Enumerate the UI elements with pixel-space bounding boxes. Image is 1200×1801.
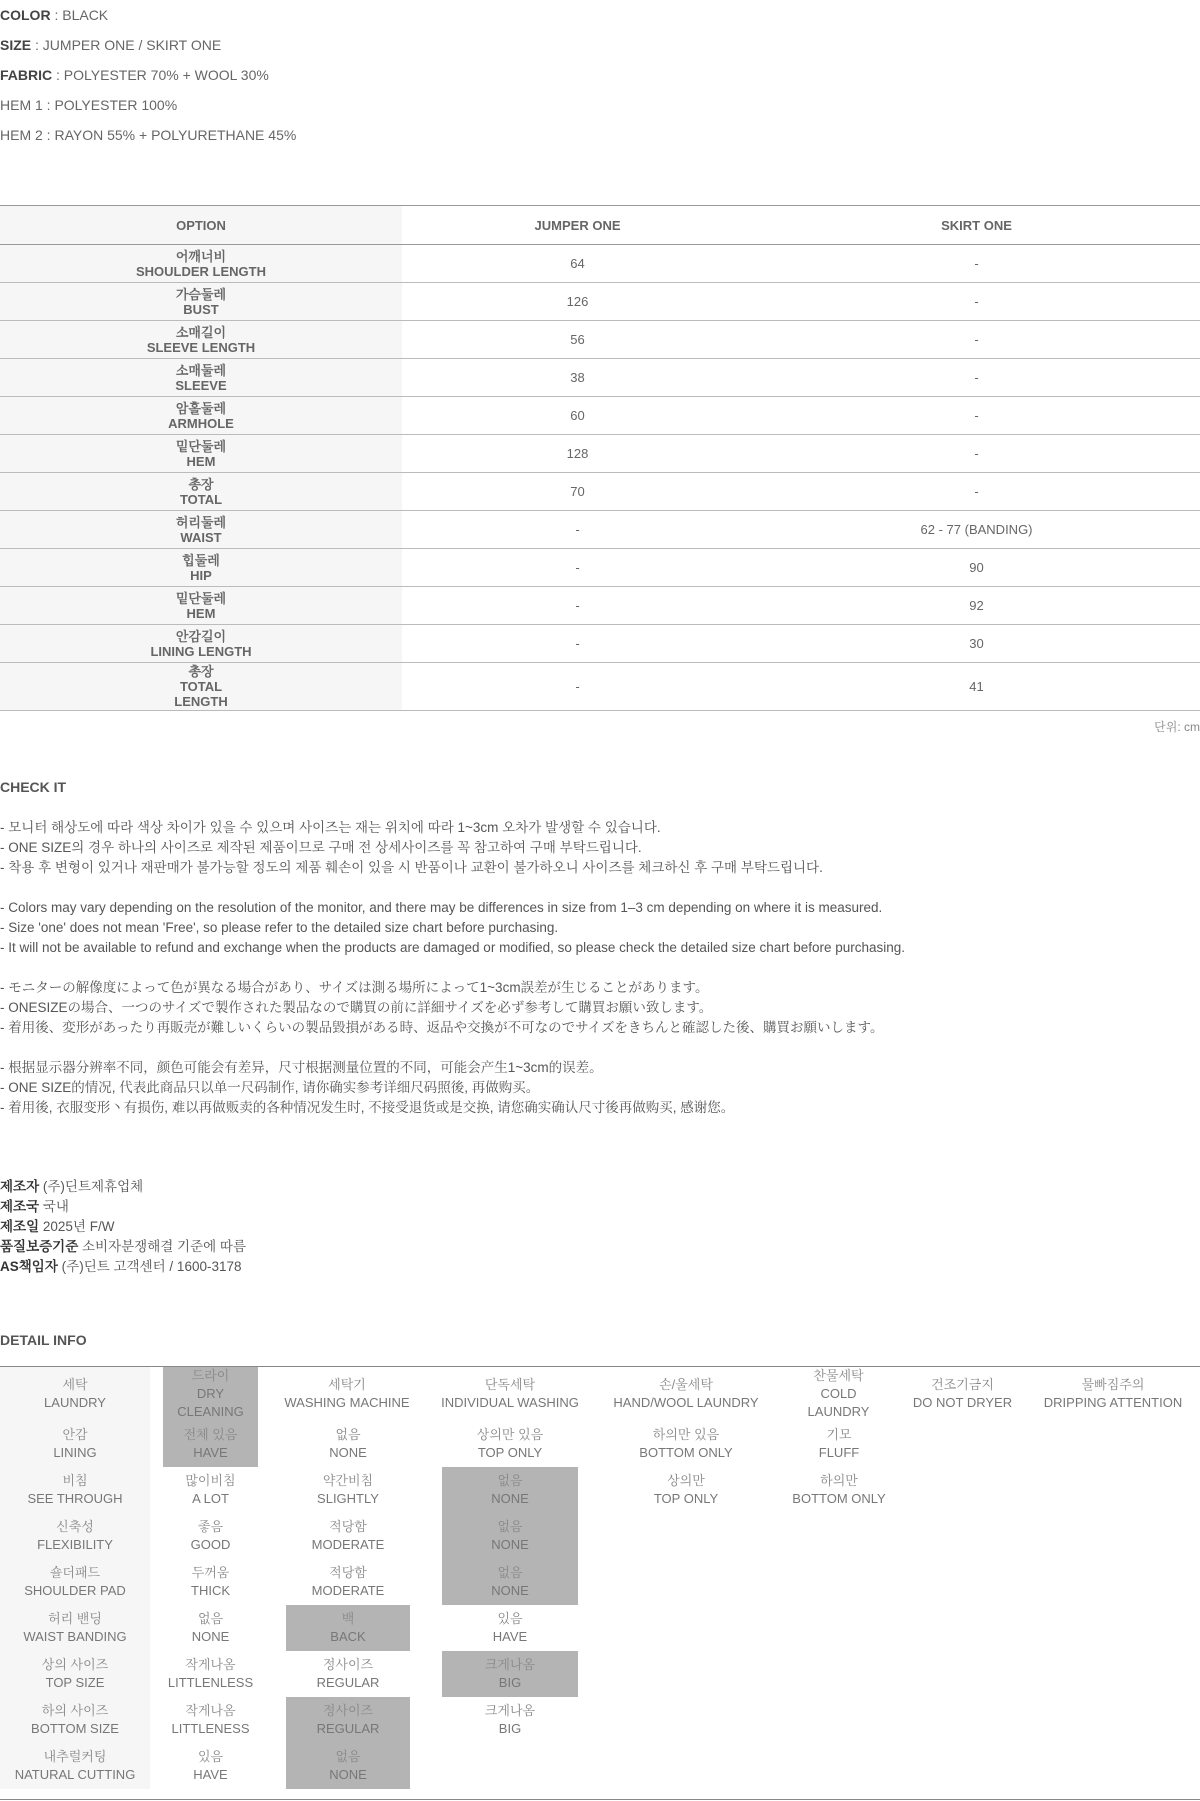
spec-fabric-label: FABRIC	[0, 67, 53, 83]
detail-label-ko: 하의 사이즈	[41, 1703, 109, 1718]
detail-option-selected	[286, 1605, 410, 1651]
size-row	[0, 473, 1200, 511]
size-row-label	[0, 549, 402, 587]
detail-label-en: FLEXIBILITY	[37, 1537, 113, 1552]
detail-label-en: LAUNDRY	[44, 1395, 106, 1410]
size-row	[0, 397, 1200, 435]
detail-row-label	[0, 1743, 150, 1789]
size-jumper-value: 64	[402, 245, 753, 283]
detail-label-ko: 세탁	[62, 1377, 88, 1392]
detail-option	[286, 1421, 410, 1467]
size-row-label	[0, 245, 402, 283]
size-skirt-value: -	[753, 321, 1200, 359]
detail-label-en: SEE THROUGH	[27, 1491, 123, 1506]
detail-label-ko: 허리 밴딩	[48, 1611, 102, 1626]
detail-row	[0, 1421, 1200, 1467]
size-jumper-value: 38	[402, 359, 753, 397]
detail-option-ko: 상의만	[667, 1473, 705, 1488]
maker-value: 국내	[42, 1199, 69, 1214]
size-label-ko: 암홀둘레	[175, 400, 227, 416]
unit-note: 단위: cm	[1154, 720, 1200, 734]
spec-fabric	[0, 60, 296, 90]
size-label-ko: 소매둘레	[175, 362, 227, 378]
detail-option-en-2: CLEANING	[177, 1404, 244, 1419]
maker-label: 제조국	[0, 1199, 40, 1214]
detail-option	[772, 1467, 906, 1513]
detail-label-ko: 비침	[62, 1473, 88, 1488]
size-skirt-value: 90	[753, 549, 1200, 587]
detail-option-ko: 크게나옴	[484, 1703, 536, 1718]
size-label-ko: 허리둘레	[175, 514, 227, 530]
size-row	[0, 245, 1200, 283]
detail-option	[442, 1605, 578, 1651]
header-option: OPTION	[0, 206, 402, 245]
detail-label-ko: 상의 사이즈	[41, 1657, 109, 1672]
detail-option-ko: 있음	[197, 1749, 224, 1764]
size-row-label	[0, 359, 402, 397]
detail-option-ko: 하의만 있음	[652, 1427, 720, 1442]
maker-label: 제조자	[0, 1179, 40, 1194]
detail-option-en: HAVE	[193, 1767, 228, 1782]
detail-option-ko: 전체 있음	[183, 1427, 238, 1442]
maker-row	[0, 1257, 246, 1277]
size-row	[0, 625, 1200, 663]
maker-value: (주)딘트 고객센터 / 1600-3178	[61, 1259, 242, 1274]
detail-option-en: WASHING MACHINE	[284, 1395, 410, 1410]
detail-option	[163, 1605, 258, 1651]
size-jumper-value: -	[402, 511, 753, 549]
detail-option-ko: 두꺼움	[191, 1565, 230, 1580]
detail-option	[163, 1559, 258, 1605]
check-it-title: CHECK IT	[0, 779, 67, 795]
detail-option-selected	[442, 1559, 578, 1605]
detail-option-en: REGULAR	[316, 1675, 380, 1690]
note-line: - It will not be available to refund and exchange when the products are damaged or modified, so please check the detailed size chart before purchasing.	[0, 940, 906, 955]
size-row-label	[0, 587, 402, 625]
note-line: - ONE SIZE의 경우 하나의 사이즈로 제작된 제품이므로 구매 전 상세사이즈를 꼭 참고하여 구매 부탁드립니다.	[0, 840, 642, 855]
maker-row	[0, 1177, 246, 1197]
detail-option-en: LITTLENLESS	[167, 1675, 254, 1690]
detail-option-ko: 상의만 있음	[476, 1427, 544, 1442]
size-label-en: HIP	[190, 567, 212, 583]
detail-option	[163, 1467, 258, 1513]
detail-option-en: A LOT	[192, 1491, 229, 1506]
detail-option-ko: 적당함	[329, 1565, 367, 1580]
size-row	[0, 359, 1200, 397]
size-row	[0, 549, 1200, 587]
detail-option-ko: 작게나옴	[185, 1703, 236, 1718]
detail-option-en: NONE	[491, 1583, 529, 1598]
note-line: - ONESIZEの場合、一つのサイズで製作された製品なので購買の前に詳細サイズを必ず参考して購買お願い致します。	[0, 1000, 713, 1015]
note-line: - 모니터 해상도에 따라 색상 차이가 있을 수 있으며 사이즈는 재는 위치에 따라 1~3cm 오차가 발생할 수 있습니다.	[0, 820, 661, 835]
detail-option-en: MODERATE	[311, 1583, 385, 1598]
detail-bottom-divider	[0, 1799, 1200, 1800]
note-group	[0, 978, 905, 1038]
note-line: - Colors may vary depending on the resolution of the monitor, and there may be differences in size from 1–3 cm depending on where it is measured.	[0, 900, 883, 915]
detail-option-ko: 찬물세탁	[813, 1368, 864, 1383]
spec-size	[0, 30, 296, 60]
detail-option-en: DO NOT DRYER	[912, 1395, 1013, 1410]
detail-option-ko: 건조기금지	[931, 1377, 994, 1392]
detail-option-en: NONE	[191, 1629, 230, 1644]
detail-option-ko: 단독세탁	[484, 1377, 536, 1392]
detail-row	[0, 1605, 1200, 1651]
detail-option-ko: 손/울세탁	[659, 1377, 713, 1392]
detail-option-ko: 정사이즈	[322, 1703, 374, 1718]
detail-option-en: BOTTOM ONLY	[792, 1491, 886, 1506]
size-label-ko: 어깨너비	[175, 248, 227, 264]
size-label-en: LINING LENGTH	[150, 643, 252, 659]
detail-option	[1036, 1367, 1190, 1421]
note-group	[0, 898, 905, 958]
note-line: - 착용 후 변형이 있거나 재판매가 불가능할 정도의 제품 훼손이 있을 시 반품이나 교환이 불가하오니 사이즈를 체크하신 후 구매 부탁드립니다.	[0, 860, 823, 875]
detail-option-ko: 없음	[197, 1611, 224, 1626]
detail-option	[436, 1367, 584, 1421]
spec-color-value: : BLACK	[54, 7, 109, 23]
detail-label-en: NATURAL CUTTING	[14, 1767, 136, 1782]
spec-hem2: HEM 2 : RAYON 55% + POLYURETHANE 45%	[0, 127, 297, 143]
detail-option-en: THICK	[191, 1583, 230, 1598]
detail-label-ko: 안감	[62, 1427, 88, 1442]
detail-option-ko: 없음	[335, 1749, 361, 1764]
detail-row	[0, 1651, 1200, 1697]
detail-option	[442, 1697, 578, 1743]
detail-option	[772, 1421, 906, 1467]
size-row	[0, 663, 1200, 711]
detail-row-label	[0, 1421, 150, 1467]
spec-fabric-value: : POLYESTER 70% + WOOL 30%	[56, 67, 269, 83]
maker-row	[0, 1237, 246, 1257]
detail-row	[0, 1743, 1200, 1789]
detail-option-en: NONE	[491, 1537, 529, 1552]
maker-label: 제조일	[0, 1219, 40, 1234]
detail-option-selected	[163, 1421, 258, 1467]
size-row	[0, 587, 1200, 625]
spec-size-value: : JUMPER ONE / SKIRT ONE	[35, 37, 222, 53]
size-label-en: TOTAL	[179, 491, 223, 507]
detail-option-en: NONE	[329, 1767, 367, 1782]
detail-label-en: LINING	[53, 1445, 97, 1460]
detail-option-selected	[442, 1467, 578, 1513]
detail-option	[163, 1697, 258, 1743]
detail-row-label	[0, 1697, 150, 1743]
detail-option	[286, 1513, 410, 1559]
maker-label: AS책임자	[0, 1259, 58, 1274]
size-jumper-value: 70	[402, 473, 753, 511]
size-jumper-value: -	[402, 587, 753, 625]
header-skirt: SKIRT ONE	[753, 206, 1200, 245]
size-row	[0, 511, 1200, 549]
size-table	[0, 205, 1200, 711]
detail-info-grid	[0, 1367, 1200, 1789]
detail-option-en: INDIVIDUAL WASHING	[441, 1395, 579, 1410]
detail-option	[163, 1651, 258, 1697]
size-skirt-value: -	[753, 473, 1200, 511]
detail-option	[163, 1743, 258, 1789]
size-skirt-value: -	[753, 397, 1200, 435]
detail-option-ko: 하의만	[820, 1473, 858, 1488]
note-line: - 着用後、変形があったり再販売が難しいくらいの製品毀損がある時、返品や交換が不可なのでサイズをきちんと確認した後、購買お願いします。	[0, 1020, 884, 1035]
detail-option-en: GOOD	[190, 1537, 231, 1552]
detail-row-label	[0, 1513, 150, 1559]
detail-row-laundry	[0, 1367, 1200, 1421]
check-it-notes	[0, 818, 905, 1138]
size-row-label	[0, 397, 402, 435]
size-table-header	[0, 206, 1200, 245]
detail-option	[286, 1467, 410, 1513]
detail-option-ko: 좋음	[197, 1519, 224, 1534]
size-label-en: WAIST	[180, 529, 222, 545]
detail-option-ko: 적당함	[329, 1519, 367, 1534]
detail-option-en: COLD LAUNDRY	[807, 1386, 870, 1419]
detail-option-ko: 작게나옴	[185, 1657, 236, 1672]
size-skirt-value: 41	[753, 663, 1200, 711]
size-label-en: SLEEVE LENGTH	[146, 339, 256, 355]
detail-option-en: TOP ONLY	[477, 1445, 543, 1460]
detail-option	[442, 1421, 578, 1467]
size-row	[0, 435, 1200, 473]
detail-option-en: HAND/WOOL LAUNDRY	[613, 1395, 759, 1410]
detail-row	[0, 1513, 1200, 1559]
detail-option-en: TOP ONLY	[653, 1491, 719, 1506]
maker-row	[0, 1197, 246, 1217]
detail-option	[889, 1367, 1036, 1421]
note-line: - ONE SIZE的情况, 代表此商品只以单一尺码制作, 请你确实参考详细尺码照後, 再做购买。	[0, 1080, 540, 1095]
detail-option-en: BACK	[330, 1629, 366, 1644]
detail-label-en: WAIST BANDING	[23, 1629, 127, 1644]
note-line: - モニターの解像度によって色が異なる場合があり、サイズは測る場所によって1~3cm誤差が生じることがあります。	[0, 980, 709, 995]
size-jumper-value: -	[402, 625, 753, 663]
detail-option-en: BIG	[498, 1721, 522, 1736]
detail-row-label	[0, 1605, 150, 1651]
detail-row-label	[0, 1367, 150, 1421]
size-label-ko: 밑단둘레	[175, 590, 227, 606]
detail-option-en: FLUFF	[818, 1445, 860, 1460]
detail-option-ko: 없음	[497, 1565, 523, 1580]
size-skirt-value: -	[753, 359, 1200, 397]
detail-option-ko: 많이비침	[185, 1473, 236, 1488]
size-skirt-value: -	[753, 283, 1200, 321]
size-row-label	[0, 283, 402, 321]
size-label-en: TOTAL	[179, 679, 223, 694]
size-jumper-value: 56	[402, 321, 753, 359]
detail-option-en: MODERATE	[311, 1537, 385, 1552]
size-label-en: SLEEVE	[175, 377, 227, 393]
detail-option-ko: 크게나옴	[484, 1657, 536, 1672]
detail-option-en: DRY	[196, 1386, 225, 1401]
detail-option-en: HAVE	[193, 1445, 228, 1460]
size-label-ko: 힙둘레	[182, 552, 220, 568]
spec-color	[0, 0, 296, 30]
detail-option-en: BOTTOM ONLY	[639, 1445, 733, 1460]
size-row-label	[0, 321, 402, 359]
detail-option-en: BIG	[498, 1675, 522, 1690]
detail-row	[0, 1559, 1200, 1605]
detail-row-label	[0, 1467, 150, 1513]
note-line: - 根据显示器分辨率不同，颜色可能会有差异，尺寸根据测量位置的不同，可能会产生1~3cm的误差。	[0, 1060, 603, 1075]
detail-option	[788, 1367, 889, 1421]
size-row-label	[0, 435, 402, 473]
detail-option-ko: 물빠짐주의	[1081, 1377, 1145, 1392]
size-row-label	[0, 473, 402, 511]
note-group	[0, 818, 905, 878]
note-group	[0, 1058, 905, 1118]
detail-option-en: NONE	[491, 1491, 529, 1506]
detail-row-label	[0, 1559, 150, 1605]
size-label-en: ARMHOLE	[168, 415, 234, 431]
detail-option-en: DRIPPING ATTENTION	[1043, 1395, 1183, 1410]
detail-row	[0, 1697, 1200, 1743]
detail-option-ko: 없음	[497, 1519, 523, 1534]
detail-option-ko: 있음	[497, 1611, 523, 1626]
detail-option	[612, 1421, 760, 1467]
size-label-ko: 소매길이	[175, 324, 227, 340]
detail-option	[163, 1513, 258, 1559]
note-line: - Size 'one' does not mean 'Free', so please refer to the detailed size chart before purchasing.	[0, 920, 559, 935]
detail-option	[612, 1467, 760, 1513]
detail-option-ko: 없음	[497, 1473, 523, 1488]
size-skirt-value: -	[753, 245, 1200, 283]
spec-hem1: HEM 1 : POLYESTER 100%	[0, 97, 178, 113]
spec-size-label: SIZE	[0, 37, 32, 53]
size-row-label	[0, 511, 402, 549]
size-row	[0, 321, 1200, 359]
detail-option-selected	[442, 1651, 578, 1697]
detail-option	[584, 1367, 788, 1421]
size-row-label	[0, 625, 402, 663]
detail-option-selected	[442, 1513, 578, 1559]
size-label-ko: 밑단둘레	[175, 438, 227, 454]
maker-info	[0, 1177, 246, 1277]
detail-option-ko: 약간비침	[322, 1473, 374, 1488]
detail-option	[286, 1651, 410, 1697]
detail-option-ko: 세탁기	[328, 1377, 366, 1392]
maker-value: 2025년 F/W	[42, 1219, 115, 1234]
size-label-en: SHOULDER LENGTH	[136, 263, 266, 279]
maker-row	[0, 1217, 246, 1237]
size-skirt-value: 62 - 77 (BANDING)	[753, 511, 1200, 549]
detail-option-ko: 백	[341, 1611, 355, 1626]
size-skirt-value: -	[753, 435, 1200, 473]
size-row	[0, 283, 1200, 321]
detail-option	[286, 1559, 410, 1605]
detail-option-en: REGULAR	[316, 1721, 380, 1736]
size-skirt-value: 30	[753, 625, 1200, 663]
detail-option	[258, 1367, 436, 1421]
detail-option-en: NONE	[329, 1445, 367, 1460]
detail-option-selected	[286, 1697, 410, 1743]
header-jumper: JUMPER ONE	[402, 206, 753, 245]
maker-value: (주)딘트제휴업체	[42, 1179, 144, 1194]
detail-option-ko: 없음	[335, 1427, 361, 1442]
detail-label-ko: 신축성	[56, 1519, 94, 1534]
detail-info-title: DETAIL INFO	[0, 1332, 87, 1348]
size-row-label	[0, 663, 402, 711]
size-skirt-value: 92	[753, 587, 1200, 625]
detail-option-ko: 정사이즈	[322, 1657, 374, 1672]
detail-label-en: TOP SIZE	[45, 1675, 105, 1690]
maker-label: 품질보증기준	[0, 1239, 79, 1254]
size-label-en: BUST	[183, 301, 219, 317]
detail-option-selected	[286, 1743, 410, 1789]
size-label-ko: 안감길이	[175, 628, 227, 644]
detail-label-ko: 내추럴커팅	[43, 1749, 107, 1764]
detail-label-en: BOTTOM SIZE	[31, 1721, 119, 1736]
size-label-ko: 가슴둘레	[175, 286, 227, 302]
detail-row-label	[0, 1651, 150, 1697]
detail-label-en: SHOULDER PAD	[24, 1583, 126, 1598]
detail-option-en: HAVE	[492, 1629, 528, 1644]
detail-option-ko: 드라이	[191, 1368, 230, 1383]
detail-label-ko: 숄더패드	[49, 1565, 101, 1580]
detail-row	[0, 1467, 1200, 1513]
spec-color-label: COLOR	[0, 7, 51, 23]
size-label-en-2: LENGTH	[174, 694, 228, 709]
size-label-ko: 총장	[188, 664, 214, 679]
size-jumper-value: -	[402, 663, 753, 711]
maker-value: 소비자분쟁해결 기준에 따름	[82, 1239, 247, 1254]
product-spec	[0, 0, 296, 150]
detail-option-ko: 기모	[826, 1427, 852, 1442]
size-jumper-value: 126	[402, 283, 753, 321]
size-label-ko: 총장	[188, 476, 214, 492]
size-label-en: HEM	[186, 605, 216, 621]
detail-option-en: SLIGHTLY	[317, 1491, 379, 1506]
note-line: - 着用後, 衣服变形丶有损伤, 难以再做贩卖的各种情况发生时, 不接受退货或是交换, 请您确实确认尺寸後再做购买, 感谢您。	[0, 1100, 735, 1115]
size-jumper-value: -	[402, 549, 753, 587]
detail-option-en: LITTLENESS	[171, 1721, 250, 1736]
size-jumper-value: 60	[402, 397, 753, 435]
size-label-en: HEM	[186, 453, 216, 469]
detail-option-selected	[163, 1367, 258, 1421]
size-jumper-value: 128	[402, 435, 753, 473]
